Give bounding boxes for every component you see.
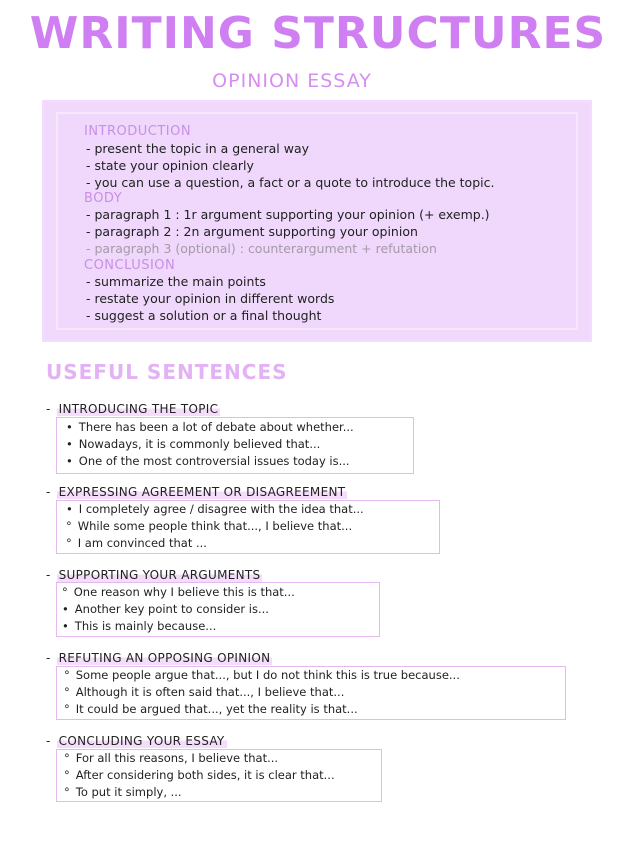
introduction-item: - state your opinion clearly — [86, 158, 254, 173]
sentence-item: ° It could be argued that..., yet the reality is that... — [64, 702, 358, 716]
sentence-item: • There has been a lot of debate about whether... — [66, 420, 354, 434]
sentence-item: ° Some people argue that..., but I do not think this is true because... — [64, 668, 460, 682]
sentence-item: • I completely agree / disagree with the idea that... — [66, 502, 364, 516]
category-label: - REFUTING AN OPPOSING OPINION — [46, 651, 271, 665]
category-label-text: EXPRESSING AGREEMENT OR DISAGREEMENT — [58, 485, 346, 499]
category-label-text: SUPPORTING YOUR ARGUMENTS — [58, 568, 261, 582]
introduction-item: - you can use a question, a fact or a quote to introduce the topic. — [86, 175, 495, 190]
page-title: WRITING STRUCTURES — [29, 8, 607, 59]
category-label: - INTRODUCING THE TOPIC — [46, 402, 219, 416]
introduction-heading: INTRODUCTION — [84, 124, 192, 139]
body-heading: BODY — [84, 191, 123, 206]
body-item: - paragraph 1 : 1r argument supporting your opinion (+ exemp.) — [86, 207, 490, 222]
conclusion-item: - suggest a solution or a final thought — [86, 308, 322, 323]
sentence-item: ° Although it is often said that..., I believe that... — [64, 685, 345, 699]
sentence-item: ° After considering both sides, it is clear that... — [64, 768, 335, 782]
introduction-item: - present the topic in a general way — [86, 141, 310, 156]
category-label-text: CONCLUDING YOUR ESSAY — [58, 734, 225, 748]
sentence-item: • Nowadays, it is commonly believed that... — [66, 437, 321, 451]
useful-sentences-heading: USEFUL SENTENCES — [46, 360, 288, 384]
category-label-text: REFUTING AN OPPOSING OPINION — [58, 651, 271, 665]
body-item-optional: - paragraph 3 (optional) : counterargument + refutation — [86, 241, 437, 256]
sentence-item: • Another key point to consider is... — [62, 602, 269, 616]
sentence-item: ° For all this reasons, I believe that... — [64, 751, 279, 765]
sentence-item: ° One reason why I believe this is that... — [62, 585, 295, 599]
category-label: - CONCLUDING YOUR ESSAY — [46, 734, 225, 748]
sentence-item: • This is mainly because... — [62, 619, 217, 633]
sentence-item: • One of the most controversial issues today is... — [66, 454, 350, 468]
sentence-item: ° I am convinced that ... — [66, 536, 207, 550]
sentence-item: ° To put it simply, ... — [64, 785, 182, 799]
conclusion-item: - summarize the main points — [86, 274, 266, 289]
conclusion-heading: CONCLUSION — [84, 258, 176, 273]
sentence-item: ° While some people think that..., I believe that... — [66, 519, 353, 533]
conclusion-item: - restate your opinion in different words — [86, 291, 335, 306]
category-label-text: INTRODUCING THE TOPIC — [58, 402, 219, 416]
category-label: - SUPPORTING YOUR ARGUMENTS — [46, 568, 261, 582]
page-subtitle: OPINION ESSAY — [212, 70, 372, 92]
body-item: - paragraph 2 : 2n argument supporting your opinion — [86, 224, 418, 239]
category-label: - EXPRESSING AGREEMENT OR DISAGREEMENT — [46, 485, 346, 499]
